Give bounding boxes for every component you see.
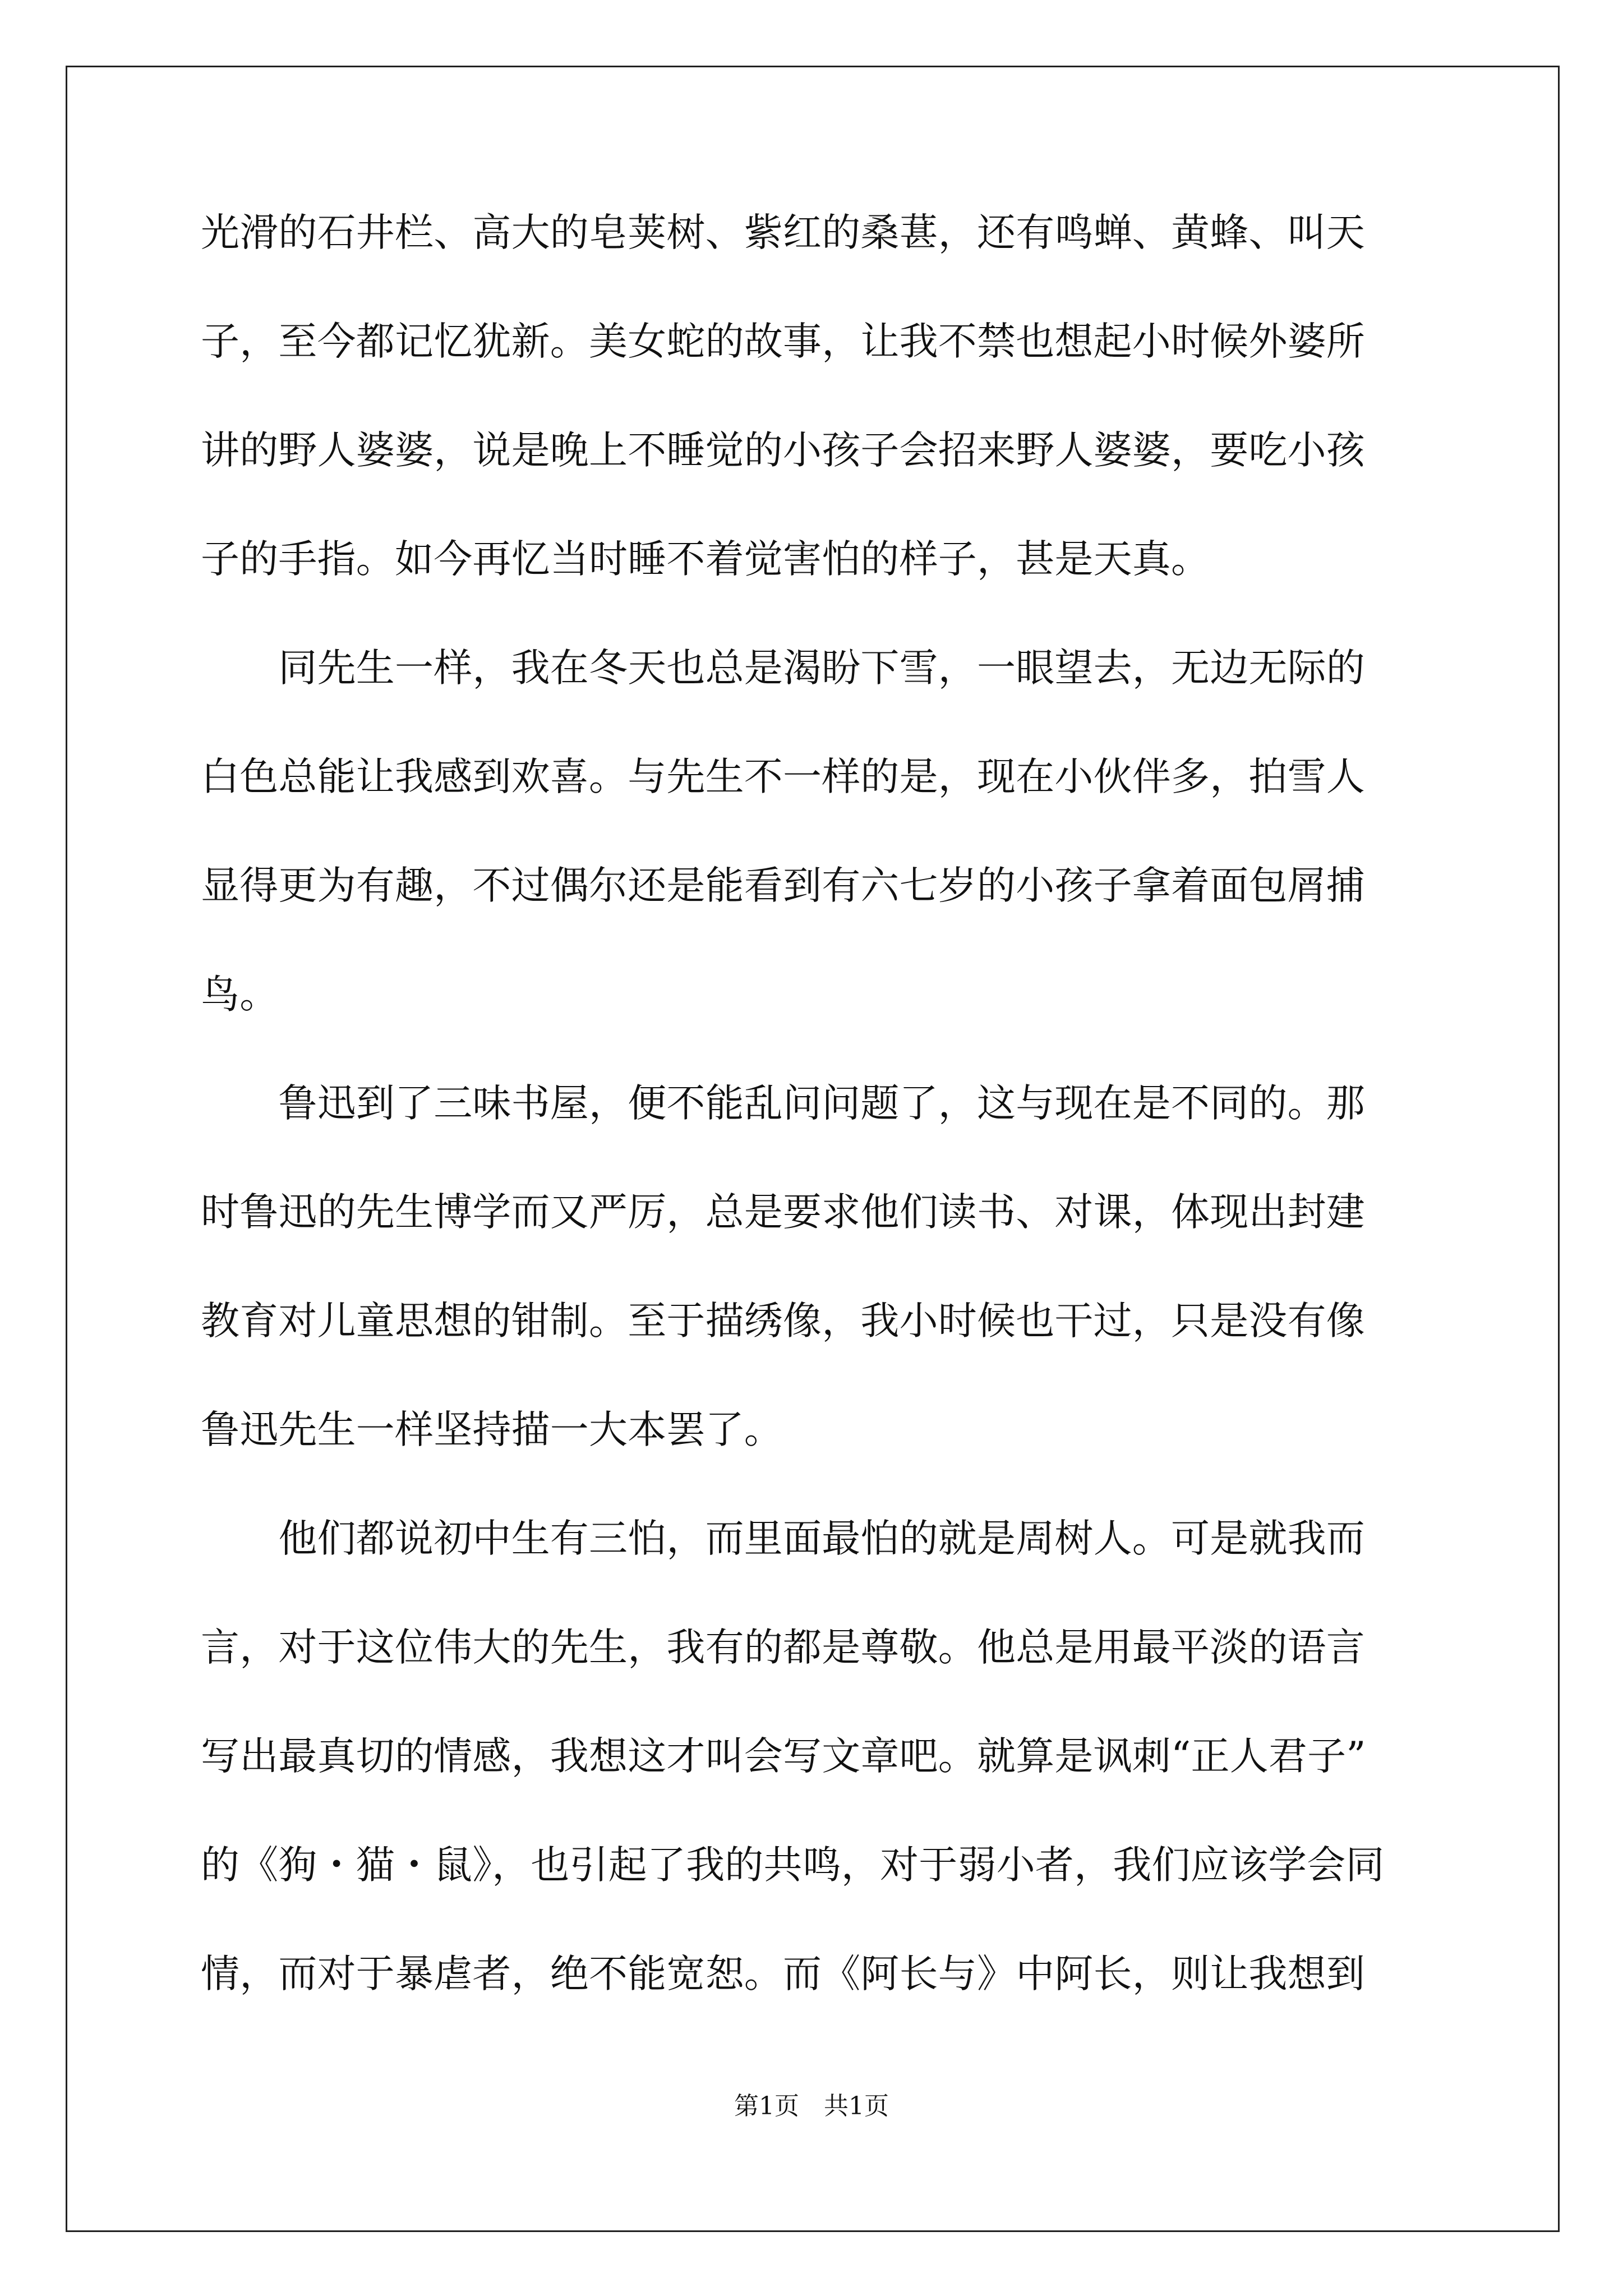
text-line: 鲁迅先生一样坚持描一大本罢了。	[201, 1407, 783, 1452]
page-border	[66, 66, 1560, 2232]
text-line: 教育对儿童思想的钳制。至于描绣像，我小时候也干过，只是没有像	[201, 1299, 1365, 1343]
text-line: 情，而对于暴虐者，绝不能宽恕。而《阿长与》中阿长，则让我想到	[201, 1952, 1365, 1996]
text-line: 光滑的石井栏、高大的皂荚树、紫红的桑葚，还有鸣蝉、黄蜂、叫天	[201, 210, 1365, 255]
text-line: 言，对于这位伟大的先生，我有的都是尊敬。他总是用最平淡的语言	[201, 1625, 1365, 1670]
text-line: 鸟。	[201, 972, 279, 1017]
text-line: 写出最真切的情感，我想这才叫会写文章吧。就算是讽刺“正人君子”	[201, 1734, 1366, 1779]
text-line: 的《狗・猫・鼠》，也引起了我的共鸣，对于弱小者，我们应该学会同	[201, 1843, 1385, 1888]
text-line: 讲的野人婆婆，说是晚上不睡觉的小孩子会招来野人婆婆，要吃小孩	[201, 428, 1365, 473]
text-line: 时鲁迅的先生博学而又严厉，总是要求他们读书、对课，体现出封建	[201, 1190, 1365, 1235]
text-line: 白色总能让我感到欢喜。与先生不一样的是，现在小伙伴多，拍雪人	[201, 754, 1365, 799]
page-number-footer: 第1页 共1页	[734, 2092, 889, 2120]
text-line: 显得更为有趣，不过偶尔还是能看到有六七岁的小孩子拿着面包屑捕	[201, 863, 1365, 908]
text-line: 鲁迅到了三味书屋，便不能乱问问题了，这与现在是不同的。那	[201, 1081, 1365, 1126]
text-line: 子，至今都记忆犹新。美女蛇的故事，让我不禁也想起小时候外婆所	[201, 319, 1365, 364]
text-line: 他们都说初中生有三怕，而里面最怕的就是周树人。可是就我而	[201, 1516, 1365, 1561]
text-line: 同先生一样，我在冬天也总是渴盼下雪，一眼望去，无边无际的	[201, 646, 1365, 691]
text-line: 子的手指。如今再忆当时睡不着觉害怕的样子，甚是天真。	[201, 537, 1210, 582]
